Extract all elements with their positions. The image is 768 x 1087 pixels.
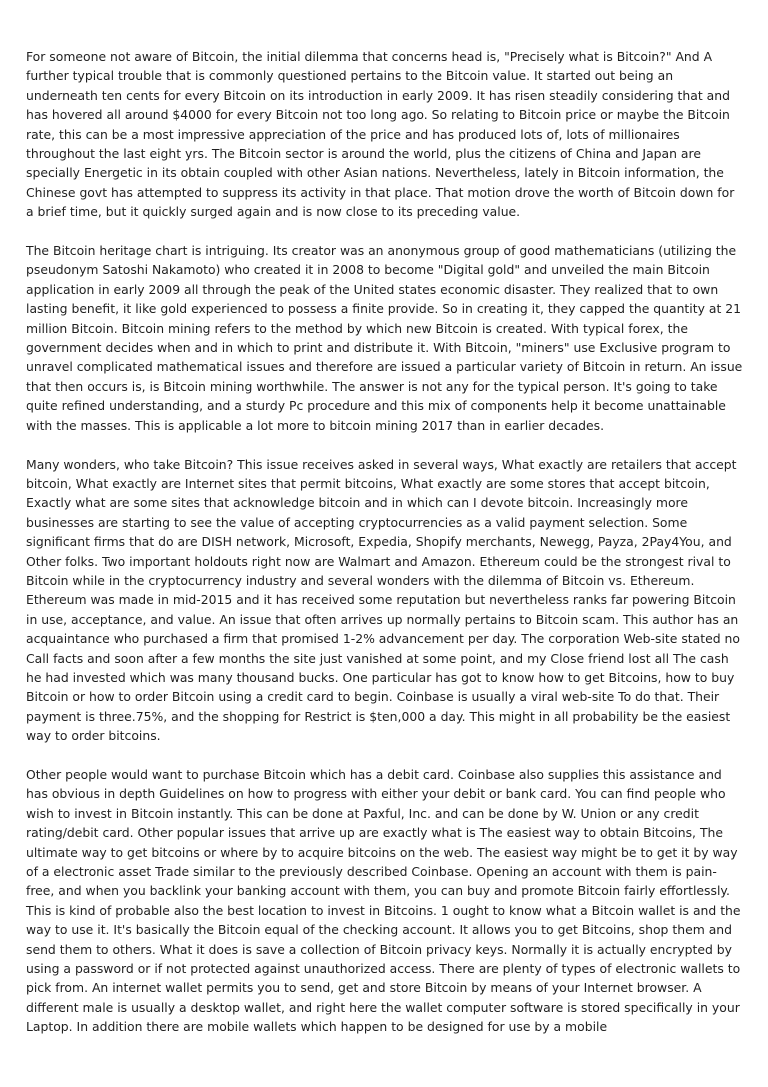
paragraph-1: For someone not aware of Bitcoin, the initial dilemma that concerns head is, "Precisely what is Bitcoin?" And A further typical trouble that is commonly questioned pertains to the Bitcoin value. It started out being an underneath ten cents for every Bitcoin on its introduction in early 2009. It has risen steadily considering that and has hovered all around $4000 for every Bitcoin not too long ago. So relating to Bitcoin price or maybe the Bitcoin rate, this can be a most impressive appreciation of the price and has produced lots of, lots of millionaires throughout the last eight yrs. The Bitcoin sector is around the world, plus the citizens of China and Japan are specially Energetic in its obtain coupled with other Asian nations. Nevertheless, lately in Bitcoin information, the Chinese govt has attempted to suppress its activity in that place. That motion drove the worth of Bitcoin down for a brief time, but it quickly surged again and is now close to its preceding value. bbox=[26, 49, 735, 220]
paragraph-2: The Bitcoin heritage chart is intriguing. Its creator was an anonymous group of good mathematicians (utilizing the pseudonym Satoshi Nakamoto) who created it in 2008 to become "Digital gold" and unveiled the main Bitcoin application in early 2009 all through the peak of the United states economic disaster. They realized that to own lasting benefit, it like gold experienced to possess a finite provide. So in creating it, they capped the quantity at 21 million Bitcoin. Bitcoin mining refers to the method by which new Bitcoin is created. With typical forex, the government decides when and in which to print and distribute it. With Bitcoin, "miners" use Exclusive program to unravel complicated mathematical issues and therefore are issued a particular variety of Bitcoin in return. An issue that then occurs is, is Bitcoin mining worthwhile. The answer is not any for the typical person. It's going to take quite refined understanding, and a sturdy Pc procedure and this mix of components help it become unattainable with the masses. This is applicable a lot more to bitcoin mining 2017 than in earlier decades. bbox=[26, 243, 743, 433]
paragraph-3: Many wonders, who take Bitcoin? This issue receives asked in several ways, What exactly are retailers that accept bitcoin, What exactly are Internet sites that permit bitcoins, What exactly are some stores that accept bitcoin, Exactly what are some sites that acknowledge bitcoin and in which can I devote bitcoin. Increasingly more businesses are starting to see the value of accepting cryptocurrencies as a valid payment selection. Some significant firms that do are DISH network, Microsoft, Expedia, Shopify merchants, Newegg, Payza, 2Pay4You, and Other folks. Two important holdouts right now are Walmart and Amazon. Ethereum could be the strongest rival to Bitcoin while in the cryptocurrency industry and several wonders with the dilemma of Bitcoin vs. Ethereum. Ethereum was made in mid-2015 and it has received some reputation but nevertheless ranks far powering Bitcoin in use, acceptance, and value. An issue that often arrives up normally pertains to Bitcoin scam. This author has an acquaintance who purchased a firm that promised 1-2% advancement per day. The corporation Web-site stated no Call facts and soon after a few months the site just vanished at some point, and my Close friend lost all The cash he had invested which was many thousand bucks. One particular has got to know how to get Bitcoins, how to buy Bitcoin or how to order Bitcoin using a credit card to begin. Coinbase is usually a viral web-site To do that. Their payment is three.75%, and the shopping for Restrict is $ten,000 a day. This might in all probability be the easiest way to order bitcoins. bbox=[26, 456, 740, 744]
paragraph-4: Other people would want to purchase Bitcoin which has a debit card. Coinbase also supplies this assistance and has obvious in depth Guidelines on how to progress with either your debit or bank card. You can find people who wish to invest in Bitcoin instantly. This can be done at Paxful, Inc. and can be done by W. Union or any credit rating/debit card. Other popular issues that arrive up are exactly what is The easiest way to obtain Bitcoins, The ultimate way to get bitcoins or where by to acquire bitcoins on the web. The easiest way might be to get it by way of a electronic asset Trade similar to the previously described Coinbase. Opening an account with them is pain-free, and when you backlink your banking account with them, you can buy and promote Bitcoin fairly effortlessly. This is kind of probable also the best location to invest in Bitcoins. 1 ought to know what a Bitcoin wallet is and the way to use it. It's basically the Bitcoin equal of the checking account. It allows you to get Bitcoins, shop them and send them to others. What it does is save a collection of Bitcoin privacy keys. Normally it is actually encrypted by using a password or if not protected against unauthorized access. There are plenty of types of electronic wallets to pick from. An internet wallet permits you to send, get and store Bitcoin by means of your Internet browser. A different male is usually a desktop wallet, and right here the wallet computer software is stored specifically in your Laptop. In addition there are mobile wallets which happen to be designed for use by a mobile bbox=[26, 766, 741, 1035]
document-body bbox=[26, 47, 744, 1056]
